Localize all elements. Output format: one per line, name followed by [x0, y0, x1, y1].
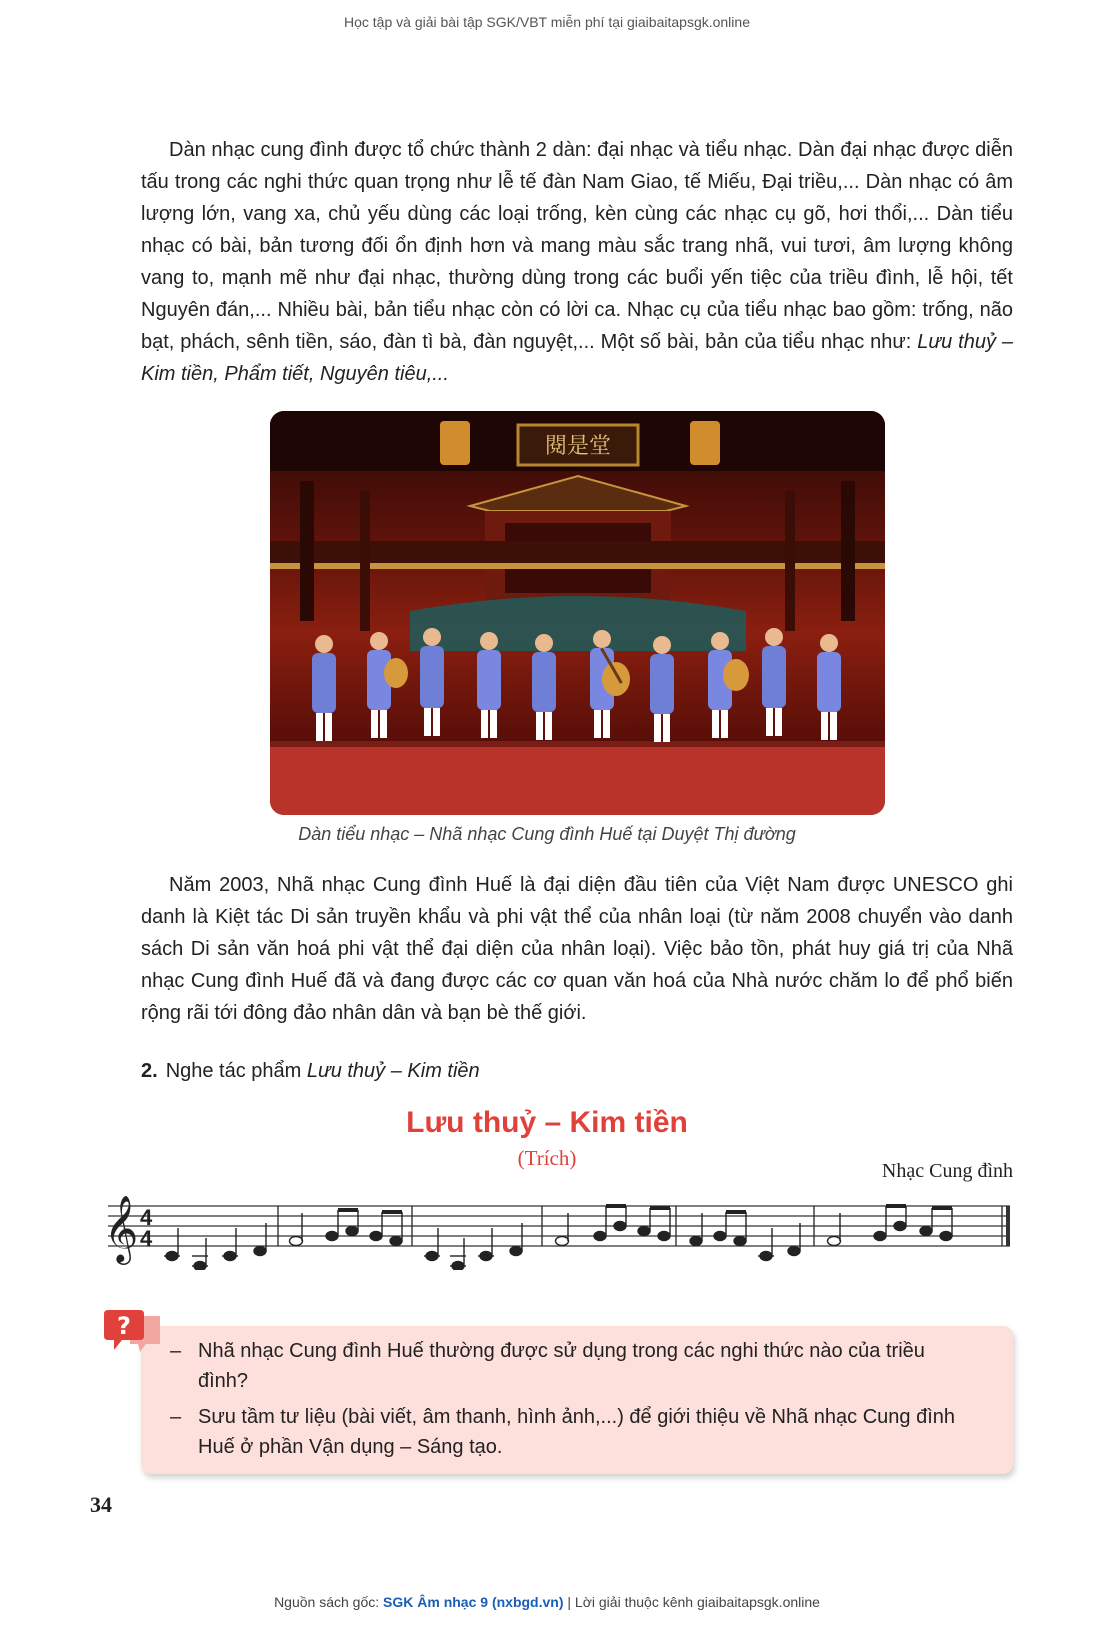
section-prefix: Nghe tác phẩm — [165, 1060, 307, 1082]
photo-caption: Dàn tiểu nhạc – Nhã nhạc Cung đình Huế tại Duyệt Thị đường — [298, 824, 796, 844]
hall-sign-text: 閱是堂 — [544, 434, 612, 459]
footer-source-link[interactable]: SGK Âm nhạc 9 (nxbgd.vn) — [383, 1594, 564, 1610]
intro-paragraph — [141, 134, 1013, 390]
song-composer: Nhạc Cung đình — [881, 1160, 1013, 1182]
section-number: 2. — [141, 1060, 158, 1082]
unesco-paragraph — [141, 869, 1013, 1029]
question-speech-icon — [100, 1306, 164, 1358]
footer-suffix: Lời giải thuộc kênh giaibaitapsgk.online — [574, 1594, 820, 1610]
section-heading — [141, 1060, 480, 1083]
song-subtitle: (Trích) — [517, 1146, 577, 1170]
question-text: Sưu tầm tư liệu (bài viết, âm thanh, hình ảnh,...) để giới thiệu về Nhã nhạc Cung đình Huế ở phần Vận dụng – Sáng tạo. — [198, 1406, 955, 1458]
question-item — [170, 1402, 960, 1462]
footer — [0, 1594, 1094, 1610]
music-staff — [100, 1186, 1016, 1270]
footer-separator: | — [563, 1594, 575, 1610]
intro-text: Dàn nhạc cung đình được tổ chức thành 2 dàn: đại nhạc và tiểu nhạc. Dàn đại nhạc được diễn tấu trong các nghi thức quan trọng như lễ tế đàn Nam Giao, tế Miếu, Đại triều,... Dàn nhạc có âm lượng lớn, vang xa, chủ yếu dùng các loại trống, kèn cùng các nhạc cụ gõ, hơi thổi,... Dàn tiểu nhạc có bài, bản tương đối ổn định hơn và mang màu sắc trang nhã, vui tươi, âm lượng không vang to, mạnh mẽ như đại nhạc, thường dùng trong các buổi yến tiệc của triều đình, lễ hội, tết Nguyên đán,... Nhiều bài, bản tiểu nhạc còn có lời ca. Nhạc cụ của tiểu nhạc bao gồm: trống, não bạt, phách, sênh tiền, sáo, đàn tì bà, đàn nguyệt,... Một số bài, bản của tiểu nhạc như: — [141, 139, 1013, 353]
time-signature-top: 4 — [140, 1205, 153, 1230]
orchestra-photo — [270, 411, 885, 815]
intro-examples: Lưu thuỷ – Kim tiền, Phẩm tiết, Nguyên tiêu,... — [141, 331, 1013, 385]
orchestra-photo-illustration — [270, 411, 885, 815]
unesco-text: Năm 2003, Nhã nhạc Cung đình Huế là đại diện đầu tiên của Việt Nam được UNESCO ghi danh là Kiệt tác Di sản truyền khẩu và phi vật thể của nhân loại (từ năm 2008 chuyển vào danh sách Di sản văn hoá phi vật thể đại diện của nhân loại). Việc bảo tồn, phát huy giá trị của Nhã nhạc Cung đình Huế đã và đang được các cơ quan văn hoá của Nhà nước chăm lo để phổ biến rộng rãi tới đông đảo nhân dân và bạn bè thế giới. — [141, 874, 1013, 1024]
time-signature-bottom: 4 — [140, 1226, 153, 1251]
song-title: Lưu thuỷ – Kim tiền — [406, 1106, 688, 1139]
footer-prefix: Nguồn sách gốc: — [274, 1594, 384, 1610]
question-dash: – — [170, 1340, 182, 1362]
question-dash: – — [170, 1406, 182, 1428]
svg-text:?: ? — [117, 1312, 131, 1340]
question-item — [170, 1336, 960, 1396]
questions-list — [170, 1336, 960, 1468]
top-note: Học tập và giải bài tập SGK/VBT miễn phí tại giaibaitapsgk.online — [344, 14, 750, 30]
question-text: Nhã nhạc Cung đình Huế thường được sử dụng trong các nghi thức nào của triều đình? — [198, 1340, 925, 1392]
page-number: 34 — [90, 1492, 112, 1517]
treble-clef-icon: 𝄞 — [104, 1194, 139, 1262]
section-title: Lưu thuỷ – Kim tiền — [306, 1060, 480, 1082]
